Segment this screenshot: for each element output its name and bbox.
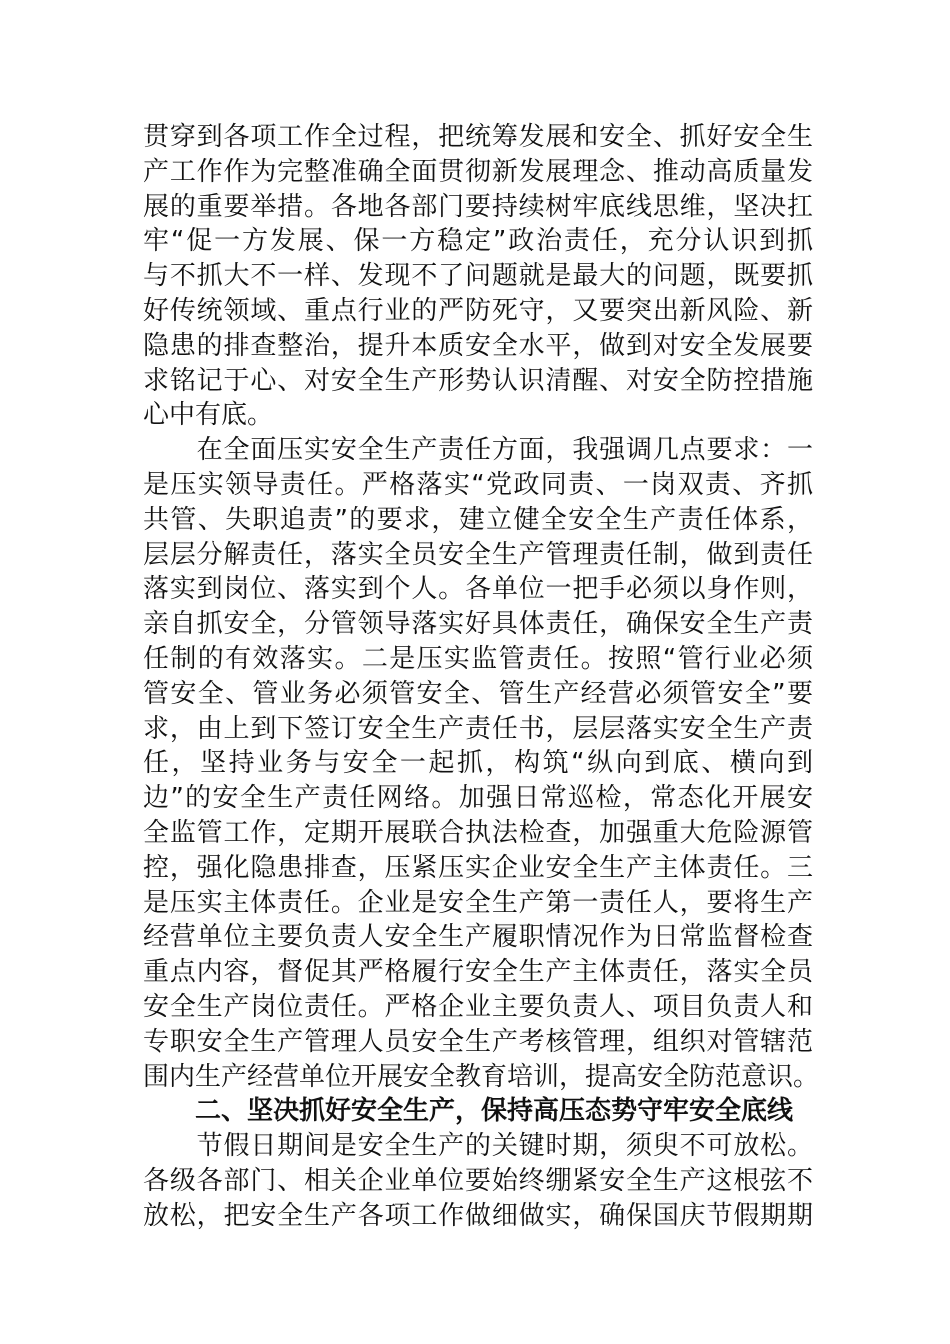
text-line: 经营单位主要负责人安全生产履职情况作为日常监督检查	[143, 922, 813, 953]
text-line: 节假日期间是安全生产的关键时期，须臾不可放松。	[143, 1131, 813, 1162]
text-line: 亲自抓安全，分管领导落实好具体责任，确保安全生产责	[143, 609, 813, 640]
text-line: 隐患的排查整治，提升本质安全水平，做到对安全发展要	[143, 330, 813, 361]
text-line: 管安全、管业务必须管安全、管生产经营必须管安全”要	[143, 678, 813, 709]
text-line: 边”的安全生产责任网络。加强日常巡检，常态化开展安	[143, 783, 813, 814]
text-line: 各级各部门、相关企业单位要始终绷紧安全生产这根弦不	[143, 1165, 813, 1196]
text-line: 展的重要举措。各地各部门要持续树牢底线思维，坚决扛	[143, 191, 813, 222]
text-line: 落实到岗位、落实到个人。各单位一把手必须以身作则，	[143, 574, 813, 605]
text-line: 在全面压实安全生产责任方面，我强调几点要求：一	[143, 435, 813, 466]
text-line: 重点内容，督促其严格履行安全生产主体责任，落实全员	[143, 957, 813, 988]
text-line: 专职安全生产管理人员安全生产考核管理，组织对管辖范	[143, 1026, 813, 1057]
text-line: 贯穿到各项工作全过程，把统筹发展和安全、抓好安全生	[143, 122, 813, 152]
text-line: 层层分解责任，落实全员安全生产管理责任制，做到责任	[143, 539, 813, 570]
text-line: 牢“促一方发展、保一方稳定”政治责任，充分认识到抓	[143, 226, 813, 257]
text-line: 求，由上到下签订安全生产责任书，层层落实安全生产责	[143, 713, 813, 744]
text-line: 控，强化隐患排查，压紧压实企业安全生产主体责任。三	[143, 852, 813, 883]
text-line: 任制的有效落实。二是压实监管责任。按照“管行业必须	[143, 643, 813, 674]
section-heading: 二、坚决抓好安全生产，保持高压态势守牢安全底线	[143, 1096, 794, 1127]
text-line: 放松，把安全生产各项工作做细做实，确保国庆节假期期	[143, 1200, 813, 1231]
text-line: 安全生产岗位责任。严格企业主要负责人、项目负责人和	[143, 991, 813, 1022]
text-line: 与不抓大不一样、发现不了问题就是最大的问题，既要抓	[143, 261, 813, 292]
text-line: 是压实主体责任。企业是安全生产第一责任人，要将生产	[143, 887, 813, 918]
text-line: 任，坚持业务与安全一起抓，构筑“纵向到底、横向到	[143, 748, 813, 779]
text-line: 好传统领域、重点行业的严防死守，又要突出新风险、新	[143, 295, 813, 326]
text-line: 心中有底。	[143, 400, 274, 431]
text-line: 产工作作为完整准确全面贯彻新发展理念、推动高质量发	[143, 156, 813, 187]
document-body	[143, 120, 820, 1234]
text-line: 围内生产经营单位开展安全教育培训，提高安全防范意识。	[143, 1061, 820, 1092]
text-line: 全监管工作，定期开展联合执法检查，加强重大危险源管	[143, 817, 813, 848]
text-line: 共管、失职追责”的要求，建立健全安全生产责任体系，	[143, 504, 813, 535]
text-line: 是压实领导责任。严格落实“党政同责、一岗双责、齐抓	[143, 469, 813, 500]
text-line: 求铭记于心、对安全生产形势认识清醒、对安全防控措施	[143, 365, 813, 396]
